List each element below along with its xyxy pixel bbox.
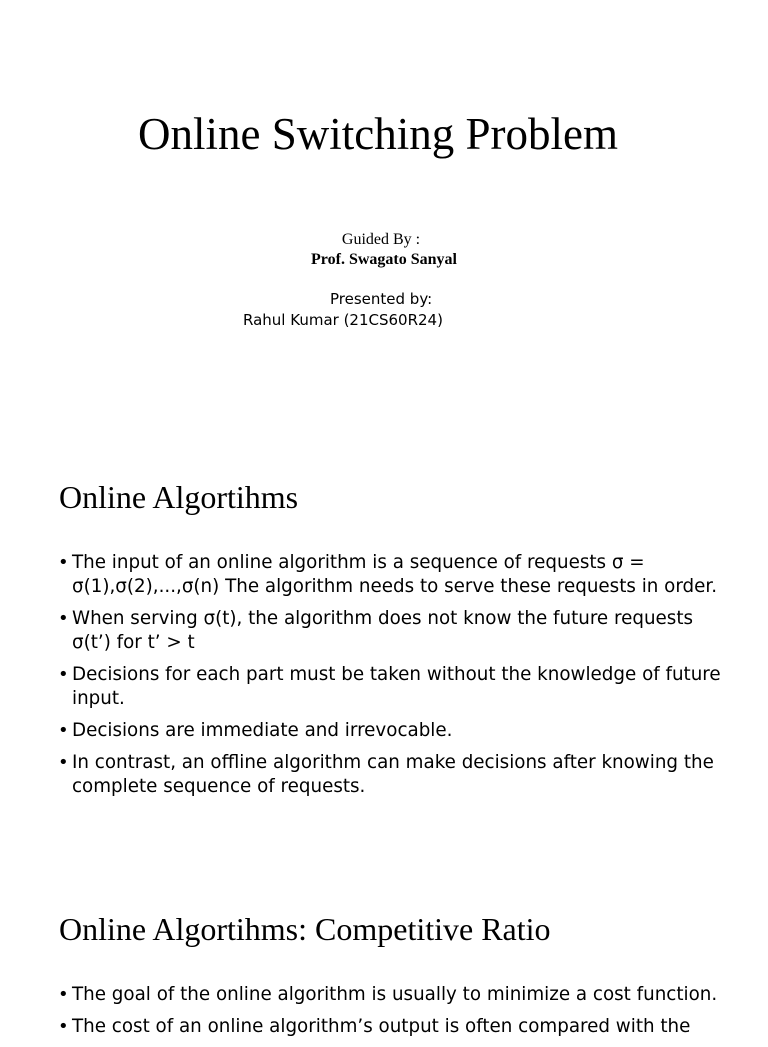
bullet-item: [58, 719, 728, 743]
bullet-item: [58, 551, 728, 599]
competitive-ratio-slide: [0, 864, 768, 1037]
bullet-item: [58, 663, 728, 711]
slide-heading: Online Algortihms: Competitive Ratio: [59, 911, 551, 947]
bullet-glyph: •: [58, 1016, 69, 1037]
bullet-text: Decisions for each part must be taken without the knowledge of future input.: [72, 664, 721, 709]
bullet-glyph: •: [58, 608, 69, 629]
presenter-name: Rahul Kumar (21CS60R24): [243, 311, 443, 329]
presentation-title: Online Switching Problem: [138, 109, 618, 159]
bullet-list: [58, 983, 728, 1047]
bullet-text: The goal of the online algorithm is usually to minimize a cost function.: [72, 984, 718, 1005]
guide-name: Prof. Swagato Sanyal: [311, 251, 457, 268]
bullet-glyph: •: [58, 552, 69, 573]
bullet-glyph: •: [58, 664, 69, 685]
bullet-item: [58, 751, 728, 799]
bullet-item: [58, 1015, 728, 1039]
bullet-glyph: •: [58, 752, 69, 773]
online-algorithms-slide: [0, 432, 768, 864]
bullet-text: Decisions are immediate and irrevocable.: [72, 720, 453, 741]
title-slide: [0, 0, 768, 432]
bullet-text: The input of an online algorithm is a sequence of requests σ = σ(1),σ(2),...,σ(n) The algorithm needs to serve these requests in order.: [72, 552, 718, 597]
bullet-glyph: •: [58, 984, 69, 1005]
bullet-list: [58, 551, 728, 807]
guided-by-label: Guided By :: [341, 231, 421, 248]
bullet-text: When serving σ(t), the algorithm does not know the future requests σ(t’) for t’ > t: [72, 608, 694, 653]
bullet-item: [58, 607, 728, 655]
presented-by-label: Presented by:: [330, 290, 433, 308]
bullet-text: In contrast, an offline algorithm can make decisions after knowing the complete sequence of requests.: [72, 752, 714, 797]
bullet-glyph: •: [58, 720, 69, 741]
bullet-text: The cost of an online algorithm’s output is often compared with the: [72, 1016, 691, 1037]
slide-heading: Online Algortihms: [59, 479, 299, 515]
bullet-item: [58, 983, 728, 1007]
